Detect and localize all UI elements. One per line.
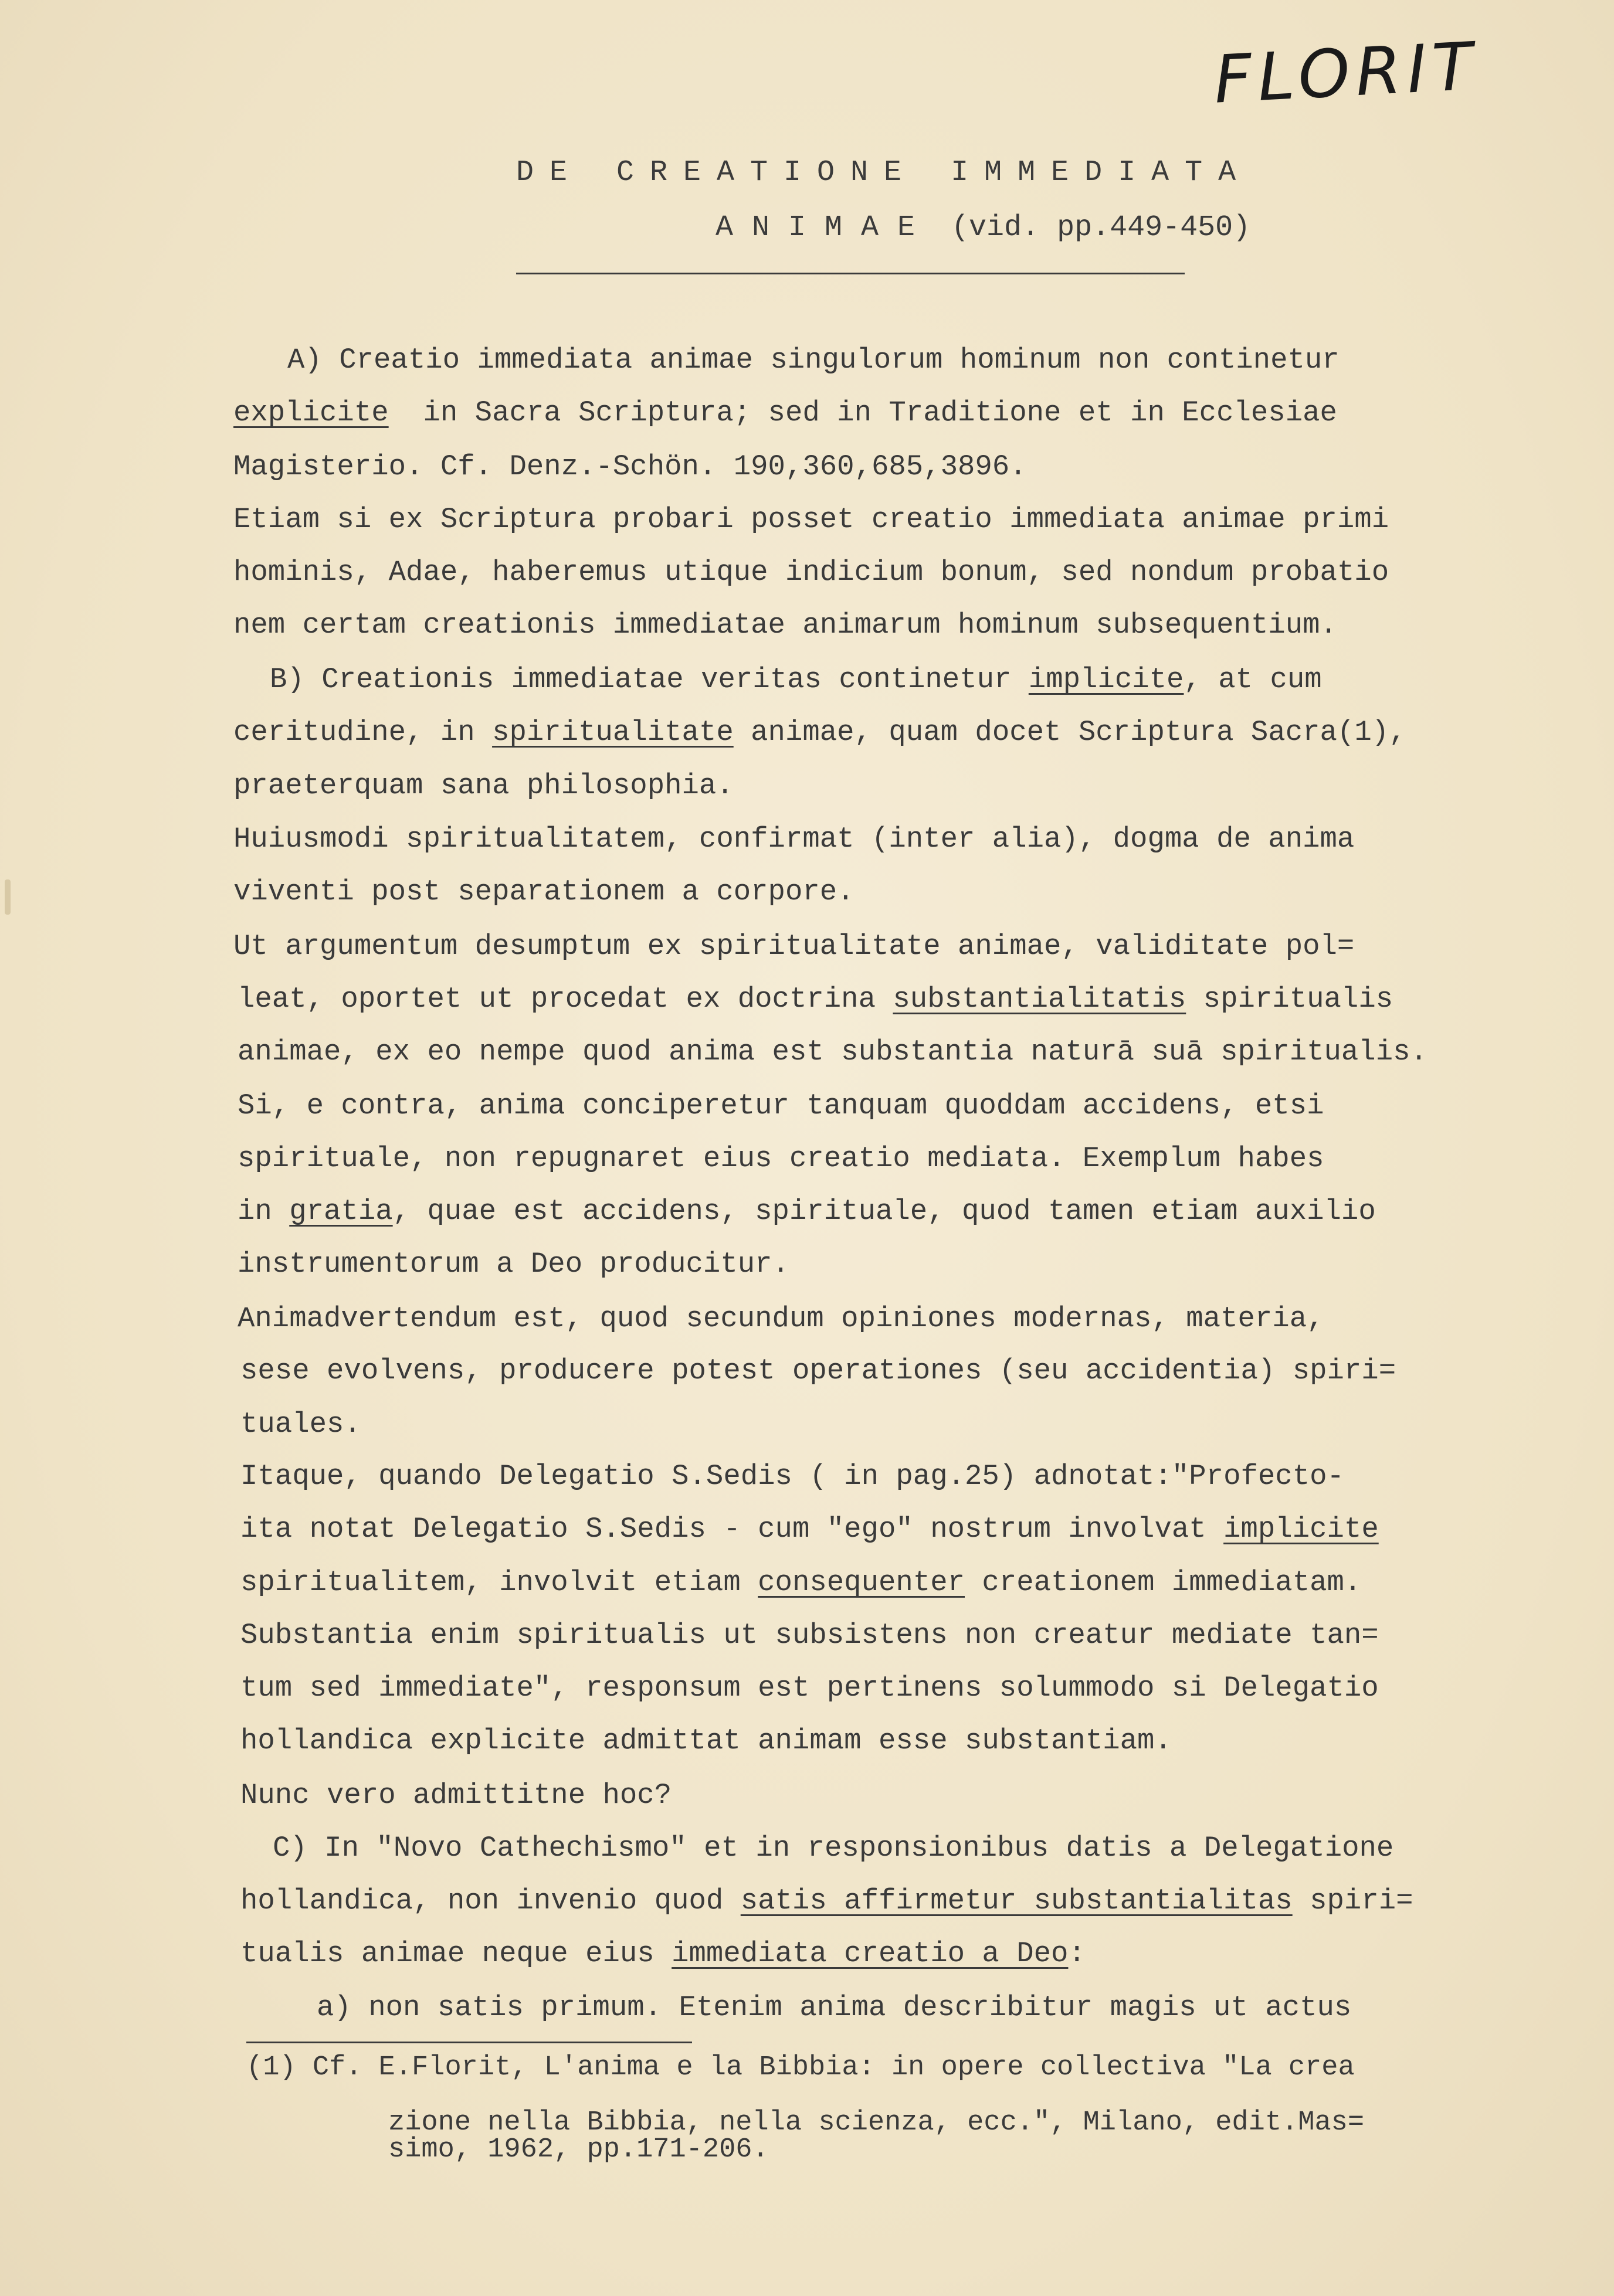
footnote-line-1: (1) Cf. E.Florit, L'anima e la Bibbia: in opere collectiva "La crea	[246, 2052, 1355, 2083]
text-line	[240, 1410, 361, 1439]
line-text: B) Creationis immediatae veritas continetur	[270, 663, 1029, 696]
line-text: Magisterio. Cf. Denz.-Schön. 190,360,685,3896.	[233, 450, 1027, 483]
text-line	[287, 346, 1340, 375]
line-text: , at cum	[1184, 663, 1322, 696]
text-line	[238, 1197, 1376, 1226]
title-underline	[516, 273, 1185, 274]
line-text: hominis, Adae, haberemus utique indicium bonum, sed nondum probatio	[233, 556, 1389, 589]
underlined-phrase: consequenter	[758, 1566, 965, 1599]
line-text: A) Creatio immediata animae singulorum hominum non continetur	[287, 344, 1340, 376]
line-text: tualis animae neque eius	[240, 1937, 672, 1970]
line-text: animae, quam docet Scriptura Sacra(1),	[733, 716, 1406, 749]
line-text: ceritudine, in	[233, 716, 493, 749]
line-text: in Sacra Scriptura; sed in Traditione et in Ecclesiae	[388, 396, 1337, 429]
line-text: nem certam creationis immediatae animarum hominum subsequentium.	[233, 609, 1337, 641]
line-text: tuales.	[240, 1408, 361, 1441]
text-line	[240, 1354, 1396, 1387]
line-text: Ut argumentum desumptum ex spiritualitate animae, validitate pol=	[233, 930, 1355, 963]
footnote-line-3: simo, 1962, pp.171-206.	[388, 2134, 769, 2165]
title-page-reference: (vid. pp.449-450)	[951, 211, 1251, 244]
line-text: Animadvertendum est, quod secundum opiniones modernas, materia,	[238, 1302, 1324, 1335]
text-line	[238, 1302, 1324, 1335]
footnote-line-2: zione nella Bibbia, nella scienza, ecc.", Milano, edit.Mas=	[388, 2107, 1365, 2138]
line-text: a) non satis primum. Etenim anima describitur magis ut actus	[317, 1991, 1352, 2024]
text-line	[233, 558, 1389, 587]
text-line	[238, 1144, 1324, 1173]
text-line	[238, 1250, 789, 1279]
underlined-phrase: satis affirmetur substantialitas	[740, 1884, 1293, 1917]
title-anima: ANIMAE	[716, 211, 934, 244]
text-line	[273, 1834, 1393, 1863]
line-text: viventi post separationem a corpore.	[233, 875, 855, 908]
line-text: Si, e contra, anima conciperetur tanquam quoddam accidens, etsi	[238, 1089, 1324, 1122]
text-line	[238, 1089, 1324, 1122]
text-line	[233, 875, 855, 908]
underlined-phrase: gratia	[289, 1195, 393, 1228]
binding-mark	[5, 879, 11, 915]
line-text: leat, oportet ut procedat ex doctrina	[238, 983, 893, 1015]
line-text: spirituale, non repugnaret eius creatio mediata. Exemplum habes	[238, 1142, 1324, 1175]
text-line	[240, 1884, 1413, 1917]
text-line	[240, 1621, 1379, 1650]
line-text: Substantia enim spiritualis ut subsistens non creatur mediate tan=	[240, 1619, 1379, 1652]
line-text: in	[238, 1195, 290, 1228]
line-text: :	[1068, 1937, 1086, 1970]
text-line	[233, 769, 734, 802]
text-line	[233, 718, 1406, 747]
line-text: spiritualis	[1186, 983, 1393, 1015]
underlined-phrase: explicite	[233, 396, 389, 429]
footnote-separator	[246, 2042, 692, 2043]
text-line	[233, 611, 1337, 640]
line-text: Etiam si ex Scriptura probari posset creatio immediata animae primi	[233, 503, 1389, 536]
title-line-1: DE CREATIONE IMMEDIATA	[516, 156, 1252, 189]
line-text: creationem immediatam.	[965, 1566, 1362, 1599]
underlined-phrase: implicite	[1223, 1513, 1379, 1546]
line-text: spiri=	[1292, 1884, 1413, 1917]
text-line	[240, 1781, 672, 1810]
line-text: instrumentorum a Deo producitur.	[238, 1248, 789, 1281]
line-text: sese evolvens, producere potest operationes (seu accidentia) spiri=	[240, 1354, 1396, 1387]
text-line	[238, 985, 1393, 1014]
text-line	[317, 1993, 1351, 2022]
line-text: hollandica, non invenio quod	[240, 1884, 741, 1917]
line-text: Itaque, quando Delegatio S.Sedis ( in pag.25) adnotat:"Profecto-	[240, 1460, 1344, 1493]
text-line	[240, 1724, 1172, 1757]
line-text: spiritualitem, involvit etiam	[240, 1566, 758, 1599]
line-text: C) In "Novo Cathechismo" et in responsionibus datis a Delegatione	[273, 1832, 1394, 1864]
text-line	[240, 1674, 1379, 1703]
text-line	[270, 665, 1322, 694]
title-line-2	[716, 211, 1250, 244]
underlined-phrase: substantialitatis	[893, 983, 1186, 1015]
text-line	[240, 1462, 1344, 1491]
underlined-phrase: implicite	[1028, 663, 1184, 696]
text-line	[233, 505, 1389, 534]
line-text: tum sed immediate", responsum est pertinens solummodo si Delegatio	[240, 1672, 1379, 1704]
underlined-phrase: immediata creatio a Deo	[672, 1937, 1069, 1970]
underlined-phrase: spiritualitate	[492, 716, 734, 749]
text-line	[233, 932, 1354, 961]
handwritten-author-note: FLORIT	[1212, 28, 1480, 118]
line-text: Huiusmodi spiritualitatem, confirmat (inter alia), dogma de anima	[233, 823, 1355, 855]
line-text: animae, ex eo nempe quod anima est substantia naturā suā spiritualis.	[238, 1035, 1427, 1068]
line-text: Nunc vero admittitne hoc?	[240, 1779, 672, 1812]
line-text: , quae est accidens, spirituale, quod tamen etiam auxilio	[392, 1195, 1376, 1228]
line-text: hollandica explicite admittat animam esse substantiam.	[240, 1724, 1172, 1757]
text-line	[233, 396, 1337, 429]
text-line	[240, 1515, 1379, 1544]
text-line	[238, 1035, 1427, 1068]
line-text: praeterquam sana philosophia.	[233, 769, 734, 802]
text-line	[240, 1937, 1086, 1970]
text-line	[240, 1568, 1361, 1597]
line-text: ita notat Delegatio S.Sedis - cum "ego" nostrum involvat	[240, 1513, 1224, 1546]
text-line	[233, 450, 1027, 483]
text-line	[233, 825, 1354, 854]
